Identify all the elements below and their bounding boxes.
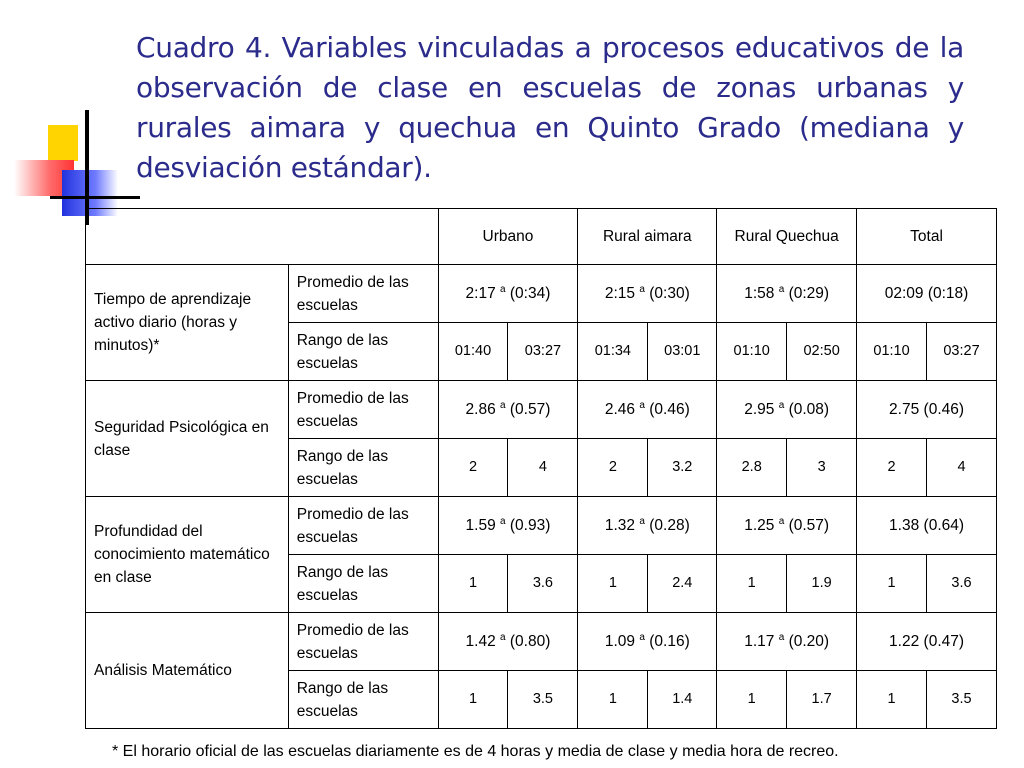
range-cell: 03:27 <box>927 323 997 381</box>
median-cell <box>438 613 578 671</box>
range-cell: 1 <box>857 671 927 729</box>
sd-value: (0.16) <box>649 633 690 650</box>
significance-mark: a <box>639 283 645 295</box>
median-cell <box>578 381 717 439</box>
median-cell <box>438 265 578 323</box>
significance-mark: a <box>639 399 645 411</box>
range-cell: 2.8 <box>717 439 787 497</box>
median-value: 1.17 <box>744 633 775 650</box>
logo-yellow-square <box>48 125 78 161</box>
rango-label: Rango de las escuelas <box>288 323 438 381</box>
median-value: 1:58 <box>744 285 775 302</box>
median-cell <box>717 497 857 555</box>
sd-value: (0.93) <box>509 517 551 534</box>
sd-value: (0.47) <box>923 633 965 650</box>
range-cell: 1 <box>438 555 508 613</box>
median-cell <box>857 497 997 555</box>
sd-value: (0.28) <box>649 517 690 534</box>
sd-value: (0.20) <box>788 633 830 650</box>
median-cell <box>857 381 997 439</box>
header-rural-aimara: Rural aimara <box>578 209 717 265</box>
header-empty-cell <box>86 209 439 265</box>
range-cell: 2 <box>857 439 927 497</box>
sd-value: (0.57) <box>509 401 551 418</box>
variable-label: Profundidad del conocimiento matemático en clase <box>86 497 289 613</box>
range-cell: 1.4 <box>648 671 717 729</box>
significance-mark: a <box>778 399 785 411</box>
logo-horizontal-bar <box>50 196 140 199</box>
median-cell <box>578 613 717 671</box>
range-cell: 03:01 <box>648 323 717 381</box>
range-cell: 1 <box>438 671 508 729</box>
range-cell: 3.5 <box>927 671 997 729</box>
rango-label: Rango de las escuelas <box>288 555 438 613</box>
range-cell: 4 <box>508 439 578 497</box>
footnote: * El horario oficial de las escuelas diariamente es de 4 horas y media de clase y media hora de recreo. <box>112 743 839 760</box>
significance-mark: a <box>639 631 645 643</box>
median-cell <box>438 381 578 439</box>
significance-mark: a <box>639 515 645 527</box>
page-title: Cuadro 4. Variables vinculadas a procesos educativos de la observación de clase en escuelas de zonas urbanas y rurales aimara y quechua en Quinto Grado (mediana y desviación estándar). <box>136 31 964 184</box>
range-cell: 3 <box>787 439 857 497</box>
median-value: 1.09 <box>604 633 636 650</box>
median-cell <box>717 265 857 323</box>
significance-mark: a <box>500 399 506 411</box>
table-row <box>86 613 997 671</box>
table-row <box>86 497 997 555</box>
range-cell: 3.5 <box>508 671 578 729</box>
median-cell <box>857 613 997 671</box>
median-value: 2.75 <box>889 401 920 418</box>
median-cell <box>578 497 717 555</box>
median-value: 2.95 <box>744 401 775 418</box>
rango-label: Rango de las escuelas <box>288 671 438 729</box>
range-cell: 3.6 <box>508 555 578 613</box>
range-cell: 1 <box>578 671 648 729</box>
range-cell: 2 <box>578 439 648 497</box>
sd-value: (0:18) <box>927 285 969 302</box>
sd-value: (0:34) <box>509 285 551 302</box>
promedio-label: Promedio de las escuelas <box>288 265 438 323</box>
table-row <box>86 381 997 439</box>
sd-value: (0.64) <box>923 517 965 534</box>
sd-value: (0:30) <box>649 285 690 302</box>
sd-value: (0.46) <box>923 401 965 418</box>
median-cell <box>717 381 857 439</box>
header-row <box>86 209 997 265</box>
range-cell: 1 <box>578 555 648 613</box>
significance-mark: a <box>500 631 506 643</box>
sd-value: (0.80) <box>509 633 551 650</box>
range-cell: 4 <box>927 439 997 497</box>
range-cell: 2.4 <box>648 555 717 613</box>
promedio-label: Promedio de las escuelas <box>288 381 438 439</box>
range-cell: 3.6 <box>927 555 997 613</box>
sd-value: (0:29) <box>788 285 830 302</box>
range-cell: 01:40 <box>438 323 508 381</box>
table-row <box>86 265 997 323</box>
range-cell: 01:10 <box>717 323 787 381</box>
significance-mark: a <box>778 631 785 643</box>
significance-mark: a <box>500 283 506 295</box>
variable-label: Tiempo de aprendizaje activo diario (horas y minutos)* <box>86 265 289 381</box>
header-rural-quechua: Rural Quechua <box>717 209 857 265</box>
promedio-label: Promedio de las escuelas <box>288 613 438 671</box>
median-cell <box>857 265 997 323</box>
significance-mark: a <box>778 515 785 527</box>
rango-label: Rango de las escuelas <box>288 439 438 497</box>
variable-label: Análisis Matemático <box>86 613 289 729</box>
range-cell: 02:50 <box>787 323 857 381</box>
range-cell: 1.9 <box>787 555 857 613</box>
median-value: 1.25 <box>744 517 775 534</box>
promedio-label: Promedio de las escuelas <box>288 497 438 555</box>
significance-mark: a <box>500 515 506 527</box>
range-cell: 1 <box>717 555 787 613</box>
range-cell: 01:10 <box>857 323 927 381</box>
median-cell <box>717 613 857 671</box>
median-cell <box>438 497 578 555</box>
median-value: 1.59 <box>465 517 496 534</box>
header-total: Total <box>857 209 997 265</box>
sd-value: (0.57) <box>788 517 830 534</box>
range-cell: 03:27 <box>508 323 578 381</box>
data-table <box>85 208 997 729</box>
range-cell: 1.7 <box>787 671 857 729</box>
significance-mark: a <box>778 283 785 295</box>
median-value: 1.42 <box>465 633 496 650</box>
sd-value: (0.46) <box>649 401 690 418</box>
range-cell: 3.2 <box>648 439 717 497</box>
median-value: 2:17 <box>465 285 496 302</box>
sd-value: (0.08) <box>788 401 830 418</box>
median-value: 1.22 <box>889 633 920 650</box>
range-cell: 01:34 <box>578 323 648 381</box>
median-value: 1.32 <box>604 517 636 534</box>
median-value: 2:15 <box>604 285 636 302</box>
median-value: 02:09 <box>884 285 924 302</box>
median-value: 2.46 <box>604 401 636 418</box>
header-urbano: Urbano <box>438 209 578 265</box>
range-cell: 2 <box>438 439 508 497</box>
variable-label: Seguridad Psicológica en clase <box>86 381 289 497</box>
range-cell: 1 <box>857 555 927 613</box>
median-value: 2.86 <box>465 401 496 418</box>
range-cell: 1 <box>717 671 787 729</box>
median-cell <box>578 265 717 323</box>
median-value: 1.38 <box>889 517 920 534</box>
